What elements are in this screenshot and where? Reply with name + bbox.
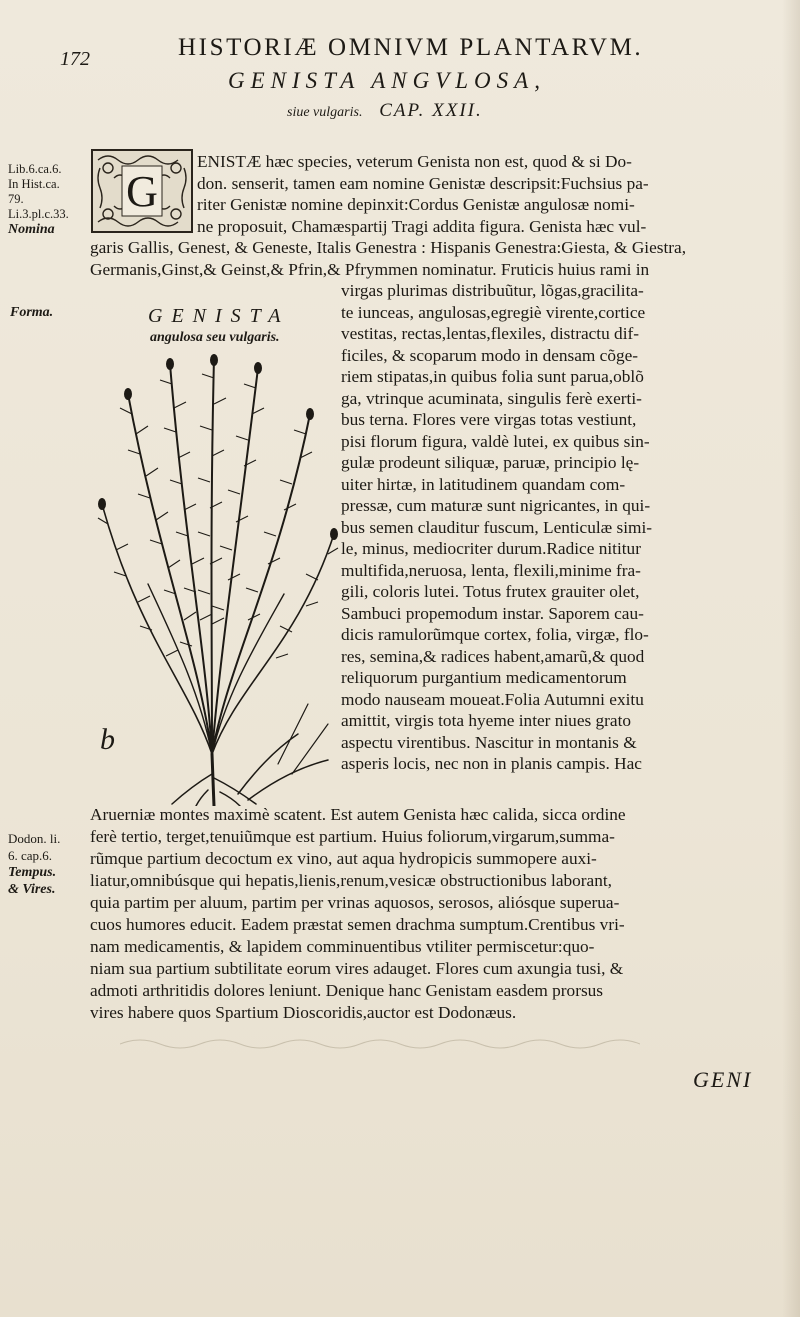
initial-letter: G: [126, 167, 158, 216]
margin-ref-line: Li.3.pl.c.33.: [8, 207, 69, 221]
text-line: garis Gallis, Genest, & Geneste, Italis Genestra : Hispanis Genestra:Giesta, & Giestra,: [90, 238, 687, 257]
page-number: 172: [60, 48, 90, 70]
initial-ornament-icon: [90, 148, 194, 234]
text-line: admoti arthritidis dolores leniunt. Denique hanc Genistam easdem prorsus: [90, 981, 604, 1000]
text-line: aspectu virentibus. Nascitur in montanis &: [341, 732, 637, 752]
text-line: virgas plurimas distribuũtur, lõgas,gracilita-: [341, 281, 644, 300]
text-line: Aruerniæ montes maximè scatent. Est autem Genista hæc calida, sicca ordine: [90, 805, 626, 824]
text-line: res, semina,& radices habent,amarũ,& quod: [341, 646, 645, 666]
text-line: nam medicamentis, & lapidem comminuentibus vtiliter permiscetur:quo-: [90, 937, 595, 956]
margin-nomina: Nomina: [8, 222, 55, 237]
text-line: dicis ramulorũmque cortex, folia, virgæ, flo-: [341, 625, 649, 644]
text-line: uiter hirtæ, in latitudinem quandam com-: [341, 474, 626, 494]
margin-dodon: [8, 830, 60, 898]
text-line: gulæ prodeunt siliquæ, paruæ, principio lę-: [341, 453, 640, 472]
text-line: riter Genistæ nomine depinxit:Cordus Genistæ angulosæ nomi-: [197, 195, 635, 214]
chapter-subtitle: siue vulgaris.: [287, 105, 363, 120]
text-line: riem stipatas,in quibus folia sunt parua,oblõ: [341, 367, 644, 386]
text-line: Sambuci propemodum instar. Saporem cau-: [341, 603, 644, 623]
margin-ref-line: In Hist.ca.: [8, 177, 60, 191]
margin-forma-block: [10, 305, 53, 320]
figure-mark: b: [100, 723, 115, 756]
text-line: quia partim per aluum, partim per vrinas aquosos, serosos, aliósque superua-: [90, 893, 620, 912]
text-line: bus terna. Flores vere virgas totas vestiunt,: [341, 410, 637, 429]
margin-forma: Forma.: [10, 305, 54, 320]
text-line: te iunceas, angulosas,egregiè virente,cortice: [341, 302, 646, 322]
text-line: niam sua partium subtilitate eorum vires adauget. Flores cum axungia tusi, &: [90, 959, 624, 978]
margin-dodon-line: 6. cap.6.: [8, 848, 53, 863]
plant-woodcut-illustration: [88, 354, 344, 806]
margin-ref-line: 79.: [8, 192, 24, 206]
text-line: ga, vtrinque acuminata, singulis ferè exerti-: [341, 388, 642, 408]
text-block-top-indented: [197, 151, 757, 195]
text-line: rũmque partium decoctum ex vino, aut aqua hydropicis summopere auxi-: [90, 849, 597, 868]
text-line: Germanis,Ginst,& Geinst,& Pfrin,& Pfrymmen nominatur. Fruticis huius rami in: [90, 259, 650, 279]
text-line: modo nauseam moueat.Folia Autumni exitu: [341, 689, 644, 709]
text-line: cuos humores educit. Eadem præstat semen drachma sumptum.Crentibus vri-: [90, 915, 625, 934]
chapter-subtitle-line: [287, 100, 483, 122]
page-edge-shadow: [782, 0, 800, 1317]
chapter-title: GENISTA ANGVLOSA,: [228, 68, 546, 93]
text-line: don. senserit, tamen eam nomine Genistæ descripsit:Fuchsius pa-: [197, 173, 649, 193]
margin-ref-line: Lib.6.ca.6.: [8, 162, 62, 176]
show-through-ornament: [120, 1030, 640, 1060]
text-line: ferè tertio, terget,tenuiũmque est partium. Huius foliorum,virgarum,summa-: [90, 827, 615, 846]
text-line: multifida,neruosa, lenta, flexili,minime fra-: [341, 560, 641, 580]
text-line: vestitas, rectas,lentas,flexiles, distractu dif-: [341, 324, 640, 343]
text-line: bus semen clauditur fuscum, Lenticulæ simi-: [341, 517, 653, 537]
text-line: pressæ, cum maturæ sunt nigricantes, in qui-: [341, 496, 651, 515]
catchword: GENI: [693, 1067, 753, 1092]
decorated-initial: [90, 148, 194, 234]
text-line: reliquorum purgantium medicamentorum: [341, 668, 627, 687]
text-line: pisi florum figura, valdè lutei, ex quibus sin-: [341, 431, 650, 451]
text-line: gili, coloris lutei. Totus frutex grauiter olet,: [341, 582, 640, 601]
text-line: le, minus, mediocriter durum.Radice nititur: [341, 539, 641, 558]
text-line: ENISTÆ hæc species, veterum Genista non est, quod & si Do-: [197, 152, 632, 171]
text-line: amittit, virgis tota hyeme inter niues grato: [341, 711, 632, 730]
text-line: vires habere quos Spartium Dioscoridis,auctor est Dodonæus.: [90, 1003, 517, 1022]
margin-dodon-line: Dodon. li.: [8, 831, 61, 846]
text-line: liatur,omnibúsque qui hepatis,lienis,renum,vesicæ obstructionibus laborant,: [90, 871, 612, 890]
margin-tempus: Tempus.: [8, 865, 57, 880]
text-line: asperis locis, nec non in planis campis. Hac: [341, 754, 642, 773]
chapter-label: CAP. XXII.: [379, 100, 483, 121]
running-title: HISTORIÆ OMNIVM PLANTARVM.: [178, 34, 644, 61]
margin-vires: & Vires.: [8, 882, 56, 897]
text-line: ne proposuit, Chamæspartij Tragi addita figura. Genista hæc vul-: [197, 216, 647, 236]
genista-plant-icon: [88, 354, 344, 806]
figure-caption-subtitle: angulosa seu vulgaris.: [150, 330, 280, 345]
margin-references: [8, 162, 69, 237]
text-line: ficiles, & scoparum modo in densam cõge-: [341, 345, 639, 365]
figure-caption-title: GENISTA: [148, 305, 290, 327]
